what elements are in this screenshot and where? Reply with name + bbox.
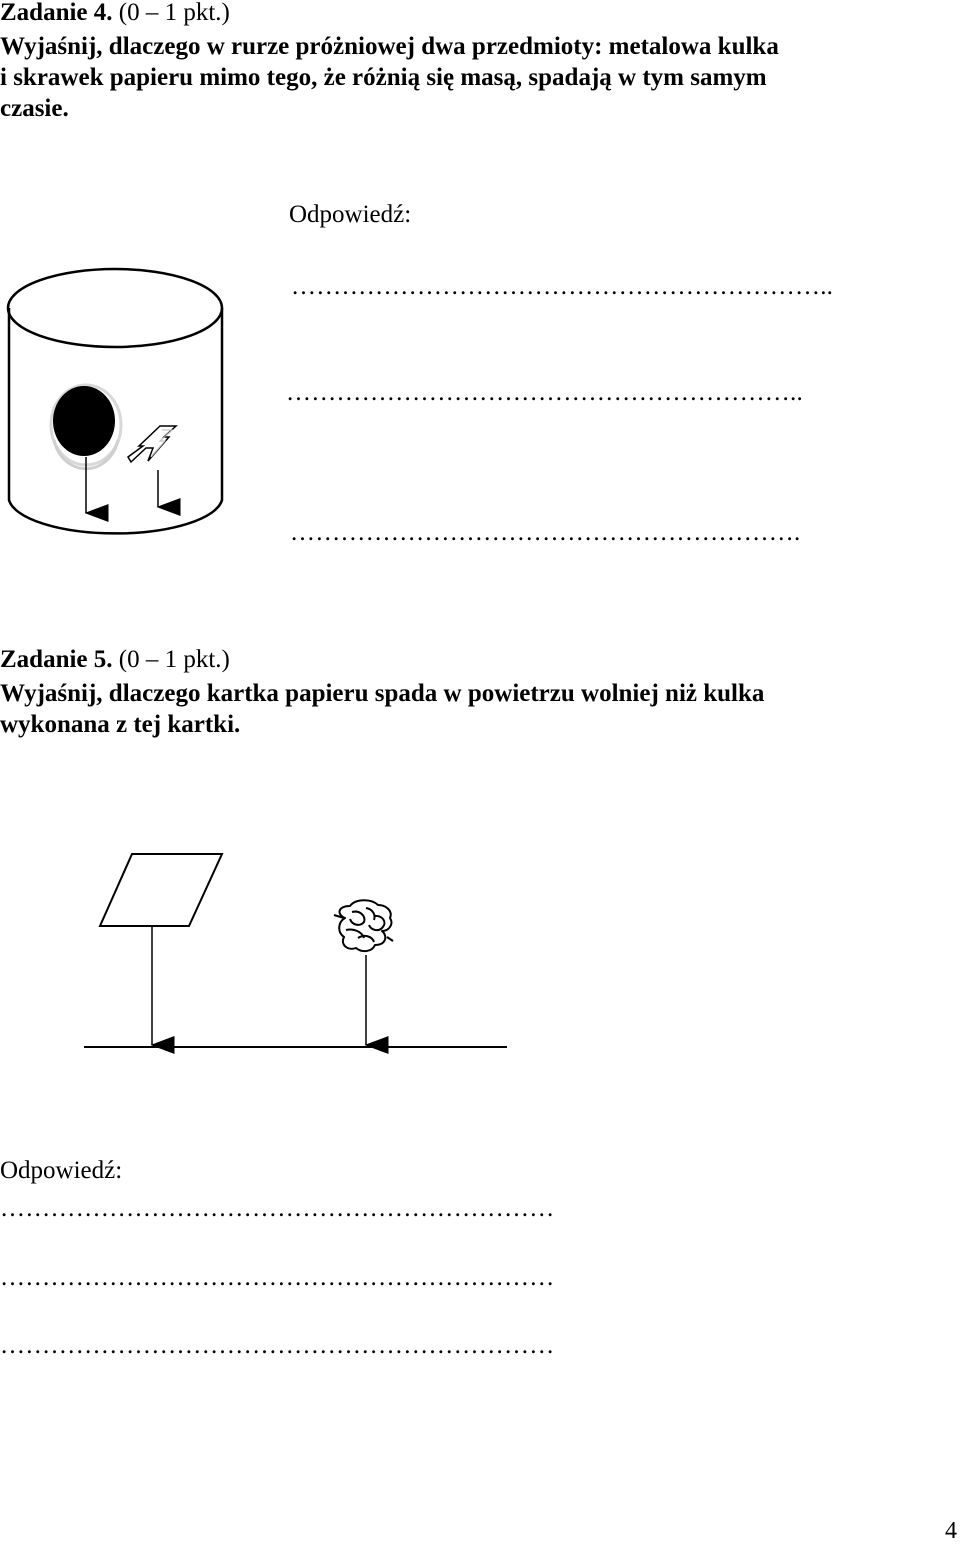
- page-number: 4: [945, 1518, 957, 1544]
- task5-points: (0 – 1 pkt.): [118, 646, 230, 673]
- task5-answer-label: Odpowiedź:: [0, 1157, 123, 1184]
- task4-answer-label: Odpowiedź:: [289, 201, 412, 228]
- task5-question-line: Wyjaśnij, dlaczego kartka papieru spada w powietrzu wolniej niż kulka: [0, 680, 765, 707]
- task4-question-line: Wyjaśnij, dlaczego w rurze próżniowej dwa przedmioty: metalowa kulka: [0, 33, 779, 60]
- paper-sheet-icon: [100, 854, 222, 926]
- task5-title: Zadanie 5.: [0, 646, 113, 673]
- task4-points: (0 – 1 pkt.): [118, 0, 230, 26]
- crumpled-paper-ball-icon: [334, 900, 393, 951]
- task4-answer-line[interactable]: ……………………………………………………..: [286, 379, 803, 406]
- task5-question-line: wykonana z tej kartki.: [0, 711, 241, 738]
- task5-answer-line[interactable]: …………………………………………………………: [0, 1195, 555, 1222]
- task5-answer-line[interactable]: …………………………………………………………: [0, 1332, 555, 1359]
- task4-question-line: i skrawek papieru mimo tego, że różnią się masą, spadają w tym samym: [0, 64, 767, 91]
- task4-question-line: czasie.: [0, 95, 69, 122]
- task4-answer-line[interactable]: …………………………………………………….: [290, 519, 801, 546]
- task4-title: Zadanie 4.: [0, 0, 113, 26]
- task5-answer-line[interactable]: …………………………………………………………: [0, 1264, 555, 1291]
- task4-answer-line[interactable]: ………………………………………………………..: [291, 273, 834, 300]
